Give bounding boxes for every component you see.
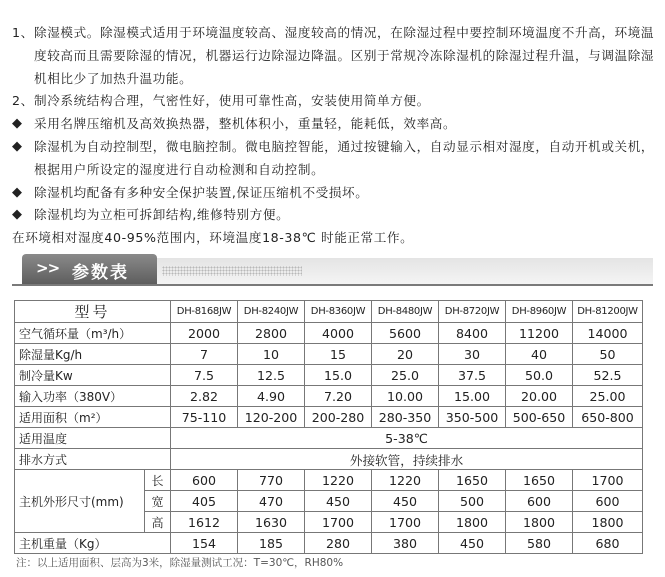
table-cell: 1650	[506, 470, 573, 491]
point-marker: 1、	[12, 25, 34, 40]
point-text: 制冷系统结构合理，气密性好，使用可靠性高，安装使用简单方便。	[34, 93, 430, 109]
table-cell: 650-800	[573, 407, 643, 428]
table-cell: 350-500	[439, 407, 506, 428]
intro-point	[12, 136, 657, 182]
intro-point	[12, 90, 657, 113]
diamond-bullet-icon: ◆	[12, 207, 23, 223]
table-cell: 680	[573, 533, 643, 554]
table-cell: 450	[372, 491, 439, 512]
model-cell: DH-8480JW	[372, 301, 439, 323]
table-cell: 5600	[372, 323, 439, 344]
table-cell: 外接软管，持续排水	[171, 449, 643, 470]
table-cell: 185	[238, 533, 305, 554]
table-cell: 1650	[439, 470, 506, 491]
table-cell: 2800	[238, 323, 305, 344]
diamond-bullet-icon: ◆	[12, 116, 23, 132]
spec-table	[14, 300, 643, 554]
title-underline	[12, 284, 653, 286]
point-text: 除湿模式。除湿模式适用于环境温度较高、湿度较高的情况，在除湿过程中要控制环境温度不升高，环境温度较高而且需要除湿的情况，机器运行边除湿边降温。区别于常规冷冻除湿机的除湿过程升温，与调温除湿机相比少了加热升温功能。	[34, 25, 655, 86]
table-cell: 450	[439, 533, 506, 554]
table-row	[15, 386, 643, 407]
row-label: 空气循环量（m³/h）	[15, 323, 171, 344]
table-cell: 7.5	[171, 365, 238, 386]
table-row	[15, 323, 643, 344]
table-cell: 500	[439, 491, 506, 512]
row-label: 排水方式	[15, 449, 171, 470]
table-cell: 120-200	[238, 407, 305, 428]
table-cell: 15.00	[439, 386, 506, 407]
table-row	[15, 428, 643, 449]
table-cell: 450	[305, 491, 372, 512]
table-row	[15, 365, 643, 386]
point-text: 除湿机均为立柜可拆卸结构,维修特别方便。	[34, 207, 290, 223]
table-cell: 75-110	[171, 407, 238, 428]
model-cell: DH-8240JW	[238, 301, 305, 323]
table-cell: 52.5	[573, 365, 643, 386]
dim-label: 宽	[145, 491, 171, 512]
table-row	[15, 533, 643, 554]
row-label: 输入功率（380V）	[15, 386, 171, 407]
intro-point	[12, 204, 657, 227]
point-marker: 2、	[12, 93, 34, 109]
dot-pattern	[162, 266, 302, 276]
table-cell: 25.0	[372, 365, 439, 386]
model-cell: DH-8168JW	[171, 301, 238, 323]
table-cell: 40	[506, 344, 573, 365]
table-cell: 2000	[171, 323, 238, 344]
table-cell: 2.82	[171, 386, 238, 407]
model-cell: DH-8360JW	[305, 301, 372, 323]
table-cell: 5-38℃	[171, 428, 643, 449]
table-cell: 600	[573, 491, 643, 512]
table-cell: 1800	[573, 512, 643, 533]
table-cell: 10	[238, 344, 305, 365]
table-cell: 10.00	[372, 386, 439, 407]
intro-point	[12, 113, 657, 136]
table-cell: 470	[238, 491, 305, 512]
table-cell: 1800	[506, 512, 573, 533]
table-cell: 154	[171, 533, 238, 554]
table-cell: 380	[372, 533, 439, 554]
dim-label: 长	[145, 470, 171, 491]
table-cell: 20	[372, 344, 439, 365]
table-cell: 1220	[305, 470, 372, 491]
table-cell: 8400	[439, 323, 506, 344]
env-line: 在环境相对湿度40-95%范围内，环境温度18-38℃ 时能正常工作。	[12, 230, 414, 246]
double-arrow-icon: >>	[36, 259, 60, 277]
table-cell: 4.90	[238, 386, 305, 407]
table-cell: 11200	[506, 323, 573, 344]
section-title: 参数表	[72, 263, 129, 283]
table-cell: 280	[305, 533, 372, 554]
table-row	[15, 407, 643, 428]
table-cell: 1700	[372, 512, 439, 533]
table-cell: 20.00	[506, 386, 573, 407]
table-cell: 1220	[372, 470, 439, 491]
table-cell: 1800	[439, 512, 506, 533]
point-text: 采用名牌压缩机及高效换热器，整机体积小，重量轻，能耗低，效率高。	[34, 116, 457, 132]
table-cell: 37.5	[439, 365, 506, 386]
model-label: 型号	[15, 301, 171, 323]
table-cell: 600	[506, 491, 573, 512]
table-row	[15, 449, 643, 470]
model-cell: DH-8720JW	[439, 301, 506, 323]
table-cell: 7	[171, 344, 238, 365]
dim-label: 高	[145, 512, 171, 533]
table-cell: 200-280	[305, 407, 372, 428]
table-cell: 1612	[171, 512, 238, 533]
diamond-bullet-icon: ◆	[12, 184, 23, 200]
point-text: 除湿机为自动控制型，微电脑控制。微电脑控智能，通过按键输入，自动显示相对湿度，自动开机或关机，根据用户所设定的湿度进行自动检测和自动控制。	[34, 138, 655, 177]
diamond-bullet-icon: ◆	[12, 138, 23, 154]
row-label: 适用面积（m²）	[15, 407, 171, 428]
table-cell: 405	[171, 491, 238, 512]
table-cell: 15.0	[305, 365, 372, 386]
intro-text	[12, 22, 657, 250]
table-cell: 1700	[573, 470, 643, 491]
table-cell: 15	[305, 344, 372, 365]
footnote: 注：以上适用面积、层高为3米，除湿量测试工况：T=30℃，RH80%	[16, 557, 344, 569]
table-cell: 280-350	[372, 407, 439, 428]
section-title-bar	[12, 254, 653, 284]
row-label: 适用温度	[15, 428, 171, 449]
table-cell: 7.20	[305, 386, 372, 407]
table-cell: 580	[506, 533, 573, 554]
header-row	[15, 301, 643, 323]
model-cell: DH-8960JW	[506, 301, 573, 323]
table-cell: 25.00	[573, 386, 643, 407]
table-cell: 4000	[305, 323, 372, 344]
intro-point	[12, 22, 657, 90]
table-cell: 50.0	[506, 365, 573, 386]
table-row	[15, 344, 643, 365]
table-cell: 12.5	[238, 365, 305, 386]
model-cell: DH-81200JW	[573, 301, 643, 323]
table-cell: 1700	[305, 512, 372, 533]
row-label: 主机外形尺寸(mm)	[15, 470, 145, 533]
table-cell: 500-650	[506, 407, 573, 428]
row-label: 除湿量Kg/h	[15, 344, 171, 365]
table-cell: 14000	[573, 323, 643, 344]
table-cell: 1630	[238, 512, 305, 533]
table-cell: 770	[238, 470, 305, 491]
intro-point	[12, 182, 657, 205]
table-row	[15, 470, 643, 491]
point-text: 除湿机均配备有多种安全保护装置,保证压缩机不受损坏。	[34, 184, 369, 200]
row-label: 制冷量Kw	[15, 365, 171, 386]
table-cell: 30	[439, 344, 506, 365]
table-cell: 50	[573, 344, 643, 365]
row-label: 主机重量（Kg）	[15, 533, 171, 554]
section-tab	[22, 254, 157, 284]
table-cell: 600	[171, 470, 238, 491]
